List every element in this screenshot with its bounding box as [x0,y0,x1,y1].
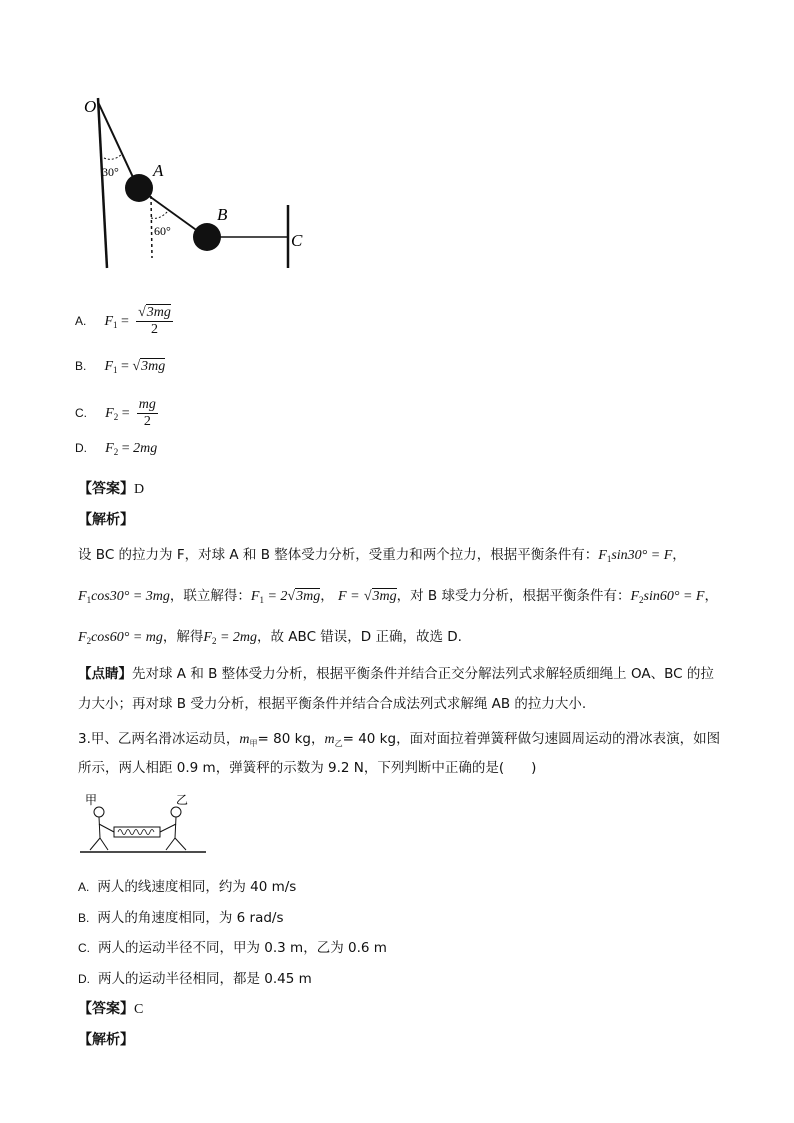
analysis-line-3: $F_2\cos 60^\circ$ = mg，解得$F_2 = 2mg$，故 ABC 错误，D 正确，故选 D. [78,629,462,646]
label-o: O [84,97,97,116]
option-eq: = [121,441,130,456]
analysis-text: ，解得 [162,629,204,645]
analysis-text: ，对 B 球受力分析，根据平衡条件有： [396,588,631,604]
option-num: mg [138,397,156,412]
analysis-eq: 3mg [296,589,321,604]
option-d [75,441,157,457]
analysis-text: ， [704,588,718,604]
answer-value: C [134,1002,144,1017]
option-eq: = [121,314,129,329]
q3-option-a [78,875,296,895]
angle-arc-60 [151,211,168,218]
label-c: C [291,231,303,250]
option-eq: = [121,359,129,374]
question-text: ， [310,731,325,747]
vertical-dashed-line [151,196,152,258]
option-label: B. [75,359,87,373]
option-sub: 1 [113,365,118,375]
mass-sub: 甲 [249,739,258,748]
question-3-line-2: 所示，两人相距 0.9 m，弹簧秤的示数为 9.2 N，下列判断中正确的是( ) [78,760,537,776]
analysis-text: 设 BC 的拉力为 F，对球 A 和 B 整体受力分析，受重力和两个拉力，根据平衡条件有： [78,547,599,563]
option-label: B. [78,911,90,925]
option-rhs: 2mg [133,441,158,456]
analysis-tag-1: 【解析】 [78,512,134,528]
angle-arc-30 [104,154,122,159]
mass-value: = 80 kg [257,731,311,747]
spring-scale [114,827,160,837]
mass-value: = 40 kg [342,731,397,747]
option-sub: 1 [113,320,118,330]
option-var: F [104,314,114,329]
analysis-eq: = 2mg [219,630,258,645]
analysis-eq: 3mg [372,589,397,604]
answer-2 [78,998,143,1018]
mass-sub: 乙 [334,739,343,748]
option-den: 2 [151,322,158,337]
analysis-line-1: 设 BC 的拉力为 F，对球 A 和 B 整体受力分析，受重力和两个拉力，根据平衡条件有：$F_1\sin 30^\circ = F$， [78,547,686,564]
ball-a [125,174,153,202]
option-var: F [105,406,114,421]
analysis-eq: = 2 [267,589,288,604]
option-c [75,397,158,430]
analysis-tag-2: 【解析】 [78,1032,134,1048]
option-label: A. [78,880,90,894]
label-jia: 甲 [85,793,98,807]
answer-value: D [134,482,145,497]
analysis-text: ， [320,588,334,604]
mass-symbol: m [239,732,250,747]
skater-left-head [94,807,104,817]
q3-option-b [78,906,284,926]
option-text: 两人的运动半径不同，甲为 0.3 m，乙为 0.6 m [98,940,387,956]
option-var: F [105,441,114,456]
question-text: 3.甲、乙两名滑冰运动员， [78,731,240,747]
analysis-line-2: $F_1\cos 30^\circ = 3mg$，联立解得：$F_1 = 2√3mg$， F = √3mg，对 B 球受力分析，根据平衡条件有：$F_2\sin 60^\circ = F$， [78,588,718,605]
analysis-comma: ， [672,547,686,563]
option-text: 两人的线速度相同，约为 40 m/s [97,879,297,895]
answer-tag: 【答案】 [78,1001,134,1017]
angle-label-60: 60° [154,224,171,238]
ball-b [193,223,221,251]
answer-tag: 【答案】 [78,481,134,497]
option-label: C. [75,406,87,420]
q3-option-c [78,936,387,956]
analysis-eq: sin60° = F [643,589,705,604]
analysis-text: ，故 ABC 错误，D 正确，故选 D. [257,629,462,645]
question-text: ，面对面拉着弹簧秤做匀速圆周运动的滑冰表演，如图 [396,731,721,747]
option-sub: 2 [113,447,119,457]
mass-symbol: m [324,732,335,747]
option-num: 3mg [146,305,171,320]
question-3-line-1 [78,729,720,754]
option-b: B. $F_1 = √3mg$ [75,359,166,375]
analysis-eq: sin30° = F [611,548,673,563]
skater-right-head [171,807,181,817]
option-label: A. [75,314,87,328]
label-a: A [153,161,164,180]
label-b: B [217,205,228,224]
option-text: 两人的角速度相同，为 6 rad/s [97,910,284,926]
note-line-1 [78,664,714,684]
analysis-eq: cos60° = mg [91,630,163,645]
option-a: A. $F_1$ = $\frac{√3mg}{2}$ [75,305,171,337]
option-text: 两人的运动半径相同，都是 0.45 m [98,971,312,987]
figure-pendulum-diagram [80,90,320,275]
spring-coil [118,830,154,835]
option-label: D. [75,441,87,455]
analysis-eq: F = [338,589,360,604]
analysis-eq: cos30° = 3mg [91,589,170,604]
note-tag: 【点睛】 [78,666,132,682]
note-line-2 [78,694,586,714]
option-sub: 2 [113,412,119,422]
q3-option-d [78,967,312,987]
wall-line [98,98,107,268]
note-text: 力大小；再对球 B 受力分析，根据平衡条件并结合合成法列式求解绳 AB 的拉力大小. [78,696,587,712]
option-den: 2 [143,414,151,429]
option-label: C. [78,941,90,955]
option-rhs: 3mg [141,359,166,374]
note-text: 先对球 A 和 B 整体受力分析，根据平衡条件并结合正交分解法列式求解轻质细绳上 OA、BC 的拉 [132,666,714,682]
option-eq: = [121,406,130,421]
analysis-text: ，联立解得： [169,588,251,604]
figure-skaters-diagram [78,790,210,856]
option-var: F [104,359,114,374]
answer-1 [78,478,144,498]
option-label: D. [78,972,90,986]
label-yi: 乙 [176,793,189,807]
angle-label-30: 30° [102,165,119,179]
